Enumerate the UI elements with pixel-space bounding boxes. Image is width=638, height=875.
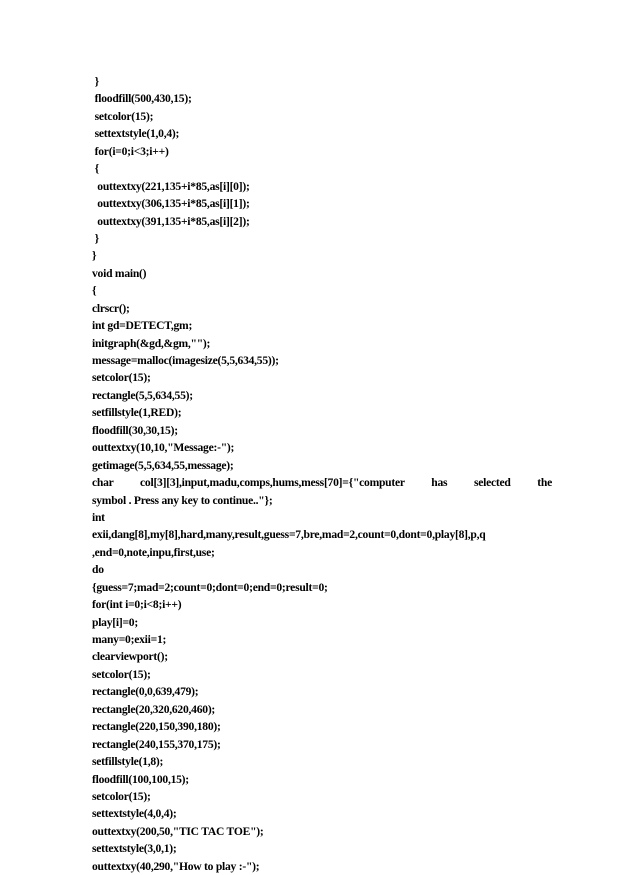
code-line: int — [92, 510, 105, 524]
code-line: floodfill(30,30,15); — [92, 423, 178, 437]
code-line: many=0;exii=1; — [92, 633, 167, 646]
code-line: initgraph(&gd,&gm,""); — [92, 336, 211, 350]
code-line: settextstyle(1,0,4); — [92, 127, 180, 141]
code-line: rectangle(5,5,634,55); — [92, 388, 193, 402]
code-line: outtextxy(391,135+i*85,as[i][2]); — [92, 214, 250, 228]
code-line: getimage(5,5,634,55,message); — [92, 458, 234, 472]
code-line: exii,dang[8],my[8],hard,many,result,guess=7,bre,mad=2,count=0,dont=0,play[8],p,q — [92, 528, 486, 542]
code-line: clrscr(); — [92, 301, 130, 315]
code-line: setcolor(15); — [92, 109, 154, 123]
code-line: symbol . Press any key to continue.."}; — [92, 493, 273, 507]
code-line: setfillstyle(1,8); — [92, 755, 164, 769]
code-line: outtextxy(221,135+i*85,as[i][0]); — [92, 179, 250, 193]
code-line: void main() — [92, 266, 147, 280]
code-line: } — [92, 231, 99, 245]
code-line: } — [92, 249, 97, 263]
code-line: settextstyle(3,0,1); — [92, 842, 177, 856]
code-line: rectangle(20,320,620,460); — [92, 702, 216, 716]
code-line: { — [92, 162, 99, 176]
code-line: {guess=7;mad=2;count=0;dont=0;end=0;result=0; — [92, 580, 328, 594]
code-line: rectangle(240,155,370,175); — [92, 737, 221, 751]
code-line: play[i]=0; — [92, 615, 138, 629]
code-line: int gd=DETECT,gm; — [92, 319, 193, 333]
code-line: } — [92, 75, 99, 88]
code-line: setcolor(15); — [92, 371, 151, 385]
code-line: outtextxy(40,290,"How to play :-"); — [92, 859, 260, 873]
code-line: rectangle(220,150,390,180); — [92, 720, 221, 734]
code-line: message=malloc(imagesize(5,5,634,55)); — [92, 354, 279, 367]
code-line: setfillstyle(1,RED); — [92, 406, 182, 420]
code-line: floodfill(500,430,15); — [92, 92, 192, 106]
code-listing — [92, 73, 552, 875]
code-line: for(int i=0;i<8;i++) — [92, 598, 182, 612]
code-line: setcolor(15); — [92, 667, 151, 681]
code-line: setcolor(15); — [92, 789, 151, 803]
code-line: outtextxy(10,10,"Message:-"); — [92, 441, 235, 455]
code-line: settextstyle(4,0,4); — [92, 807, 177, 821]
code-line: floodfill(100,100,15); — [92, 772, 189, 786]
code-line: clearviewport(); — [92, 650, 168, 664]
code-line: outtextxy(306,135+i*85,as[i][1]); — [92, 197, 250, 211]
code-line: ,end=0,note,inpu,first,use; — [92, 545, 215, 559]
code-line: for(i=0;i<3;i++) — [92, 144, 169, 158]
code-line: rectangle(0,0,639,479); — [92, 685, 199, 699]
code-line: { — [92, 284, 97, 298]
code-line: do — [92, 563, 104, 577]
code-line: char col[3][3],input,madu,comps,hums,mess[70]={"computer has selected the — [92, 476, 552, 490]
code-line: outtextxy(200,50,"TIC TAC TOE"); — [92, 824, 264, 838]
